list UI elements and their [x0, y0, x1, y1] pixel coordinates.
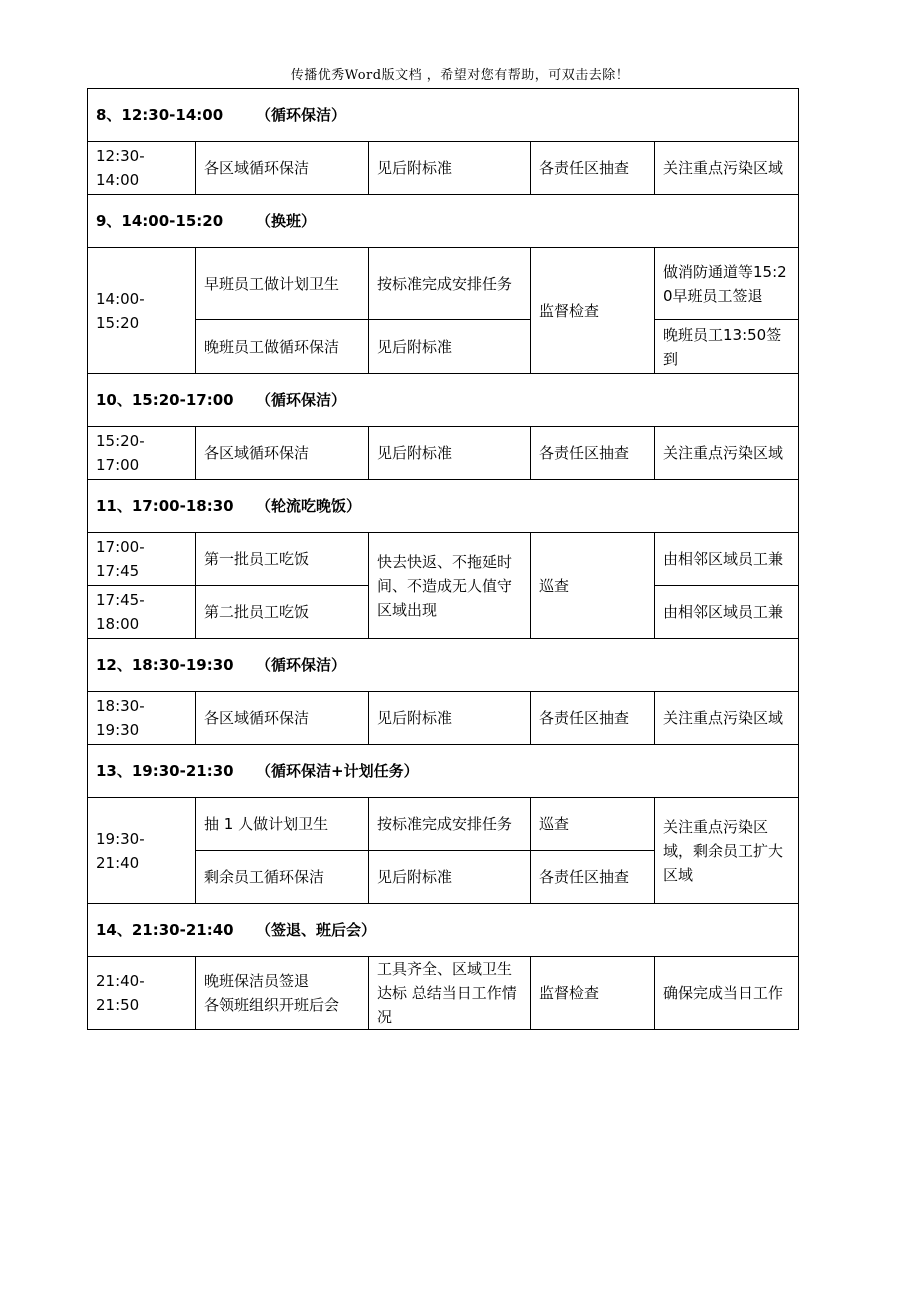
section-name: （轮流吃晚饭） [256, 497, 362, 515]
section-name: （签退、班后会） [256, 921, 377, 939]
time-cell: 17:45-18:00 [88, 586, 196, 639]
section-number: 11、17:00-18:30 [96, 497, 234, 515]
section-header [88, 745, 799, 798]
task-cell: 早班员工做计划卫生 [196, 248, 369, 320]
table-row [88, 798, 799, 851]
note-cell: 由相邻区域员工兼 [655, 533, 799, 586]
check-cell: 各责任区抽查 [531, 427, 655, 480]
task-cell: 剩余员工循环保洁 [196, 851, 369, 904]
section-header [88, 89, 799, 142]
table-row [88, 248, 799, 320]
note-cell: 关注重点污染区域，剩余员工扩大区域 [655, 798, 799, 904]
check-cell: 巡查 [531, 533, 655, 639]
check-cell: 各责任区抽查 [531, 142, 655, 195]
schedule-table [87, 88, 799, 1030]
time-cell: 17:00-17:45 [88, 533, 196, 586]
time-cell: 15:20-17:00 [88, 427, 196, 480]
section-name: （循环保洁+计划任务） [256, 762, 419, 780]
section-number: 13、19:30-21:30 [96, 762, 234, 780]
section-name: （循环保洁） [256, 391, 347, 409]
section-header [88, 195, 799, 248]
standard-cell: 见后附标准 [369, 692, 531, 745]
check-cell: 各责任区抽查 [531, 851, 655, 904]
note-cell: 关注重点污染区域 [655, 427, 799, 480]
table-row [88, 142, 799, 195]
note-cell: 做消防通道等15:20早班员工签退 [655, 248, 799, 320]
table-row [88, 692, 799, 745]
standard-cell: 见后附标准 [369, 851, 531, 904]
section-number: 9、14:00-15:20 [96, 212, 224, 230]
task-cell: 第二批员工吃饭 [196, 586, 369, 639]
standard-cell: 快去快返、不拖延时间、不造成无人值守区域出现 [369, 533, 531, 639]
time-cell: 19:30-21:40 [88, 798, 196, 904]
check-cell: 巡查 [531, 798, 655, 851]
time-cell: 18:30-19:30 [88, 692, 196, 745]
section-header [88, 639, 799, 692]
section-header [88, 904, 799, 957]
task-cell: 各区域循环保洁 [196, 142, 369, 195]
standard-cell: 见后附标准 [369, 427, 531, 480]
table-row [88, 957, 799, 1030]
standard-cell: 按标准完成安排任务 [369, 248, 531, 320]
section-name: （换班） [256, 212, 317, 230]
section-number: 14、21:30-21:40 [96, 921, 234, 939]
section-header [88, 480, 799, 533]
table-row [88, 427, 799, 480]
note-cell: 确保完成当日工作 [655, 957, 799, 1030]
note-cell: 由相邻区域员工兼 [655, 586, 799, 639]
standard-cell: 工具齐全、区域卫生达标 总结当日工作情况 [369, 957, 531, 1030]
task-line: 各领班组织开班后会 [204, 996, 340, 1014]
task-line: 晚班保洁员签退 [204, 972, 310, 990]
section-number: 12、18:30-19:30 [96, 656, 234, 674]
task-cell: 各区域循环保洁 [196, 692, 369, 745]
note-cell: 晚班员工13:50签到 [655, 320, 799, 374]
standard-cell: 见后附标准 [369, 142, 531, 195]
note-cell: 关注重点污染区域 [655, 142, 799, 195]
task-cell: 第一批员工吃饭 [196, 533, 369, 586]
header-note: 传播优秀Word版文档 ，希望对您有帮助，可双击去除！ [290, 68, 630, 83]
section-number: 8、12:30-14:00 [96, 106, 224, 124]
time-cell: 21:40-21:50 [88, 957, 196, 1030]
table-row [88, 533, 799, 586]
section-header [88, 374, 799, 427]
check-cell: 各责任区抽查 [531, 692, 655, 745]
task-cell: 抽 1 人做计划卫生 [196, 798, 369, 851]
section-number: 10、15:20-17:00 [96, 391, 234, 409]
standard-cell: 按标准完成安排任务 [369, 798, 531, 851]
task-cell: 晚班员工做循环保洁 [196, 320, 369, 374]
check-cell: 监督检查 [531, 957, 655, 1030]
note-cell: 关注重点污染区域 [655, 692, 799, 745]
task-cell: 各区域循环保洁 [196, 427, 369, 480]
section-name: （循环保洁） [256, 656, 347, 674]
section-name: （循环保洁） [256, 106, 347, 124]
standard-cell: 见后附标准 [369, 320, 531, 374]
task-cell [196, 957, 369, 1030]
check-cell: 监督检查 [531, 248, 655, 374]
time-cell: 14:00-15:20 [88, 248, 196, 374]
time-cell: 12:30-14:00 [88, 142, 196, 195]
